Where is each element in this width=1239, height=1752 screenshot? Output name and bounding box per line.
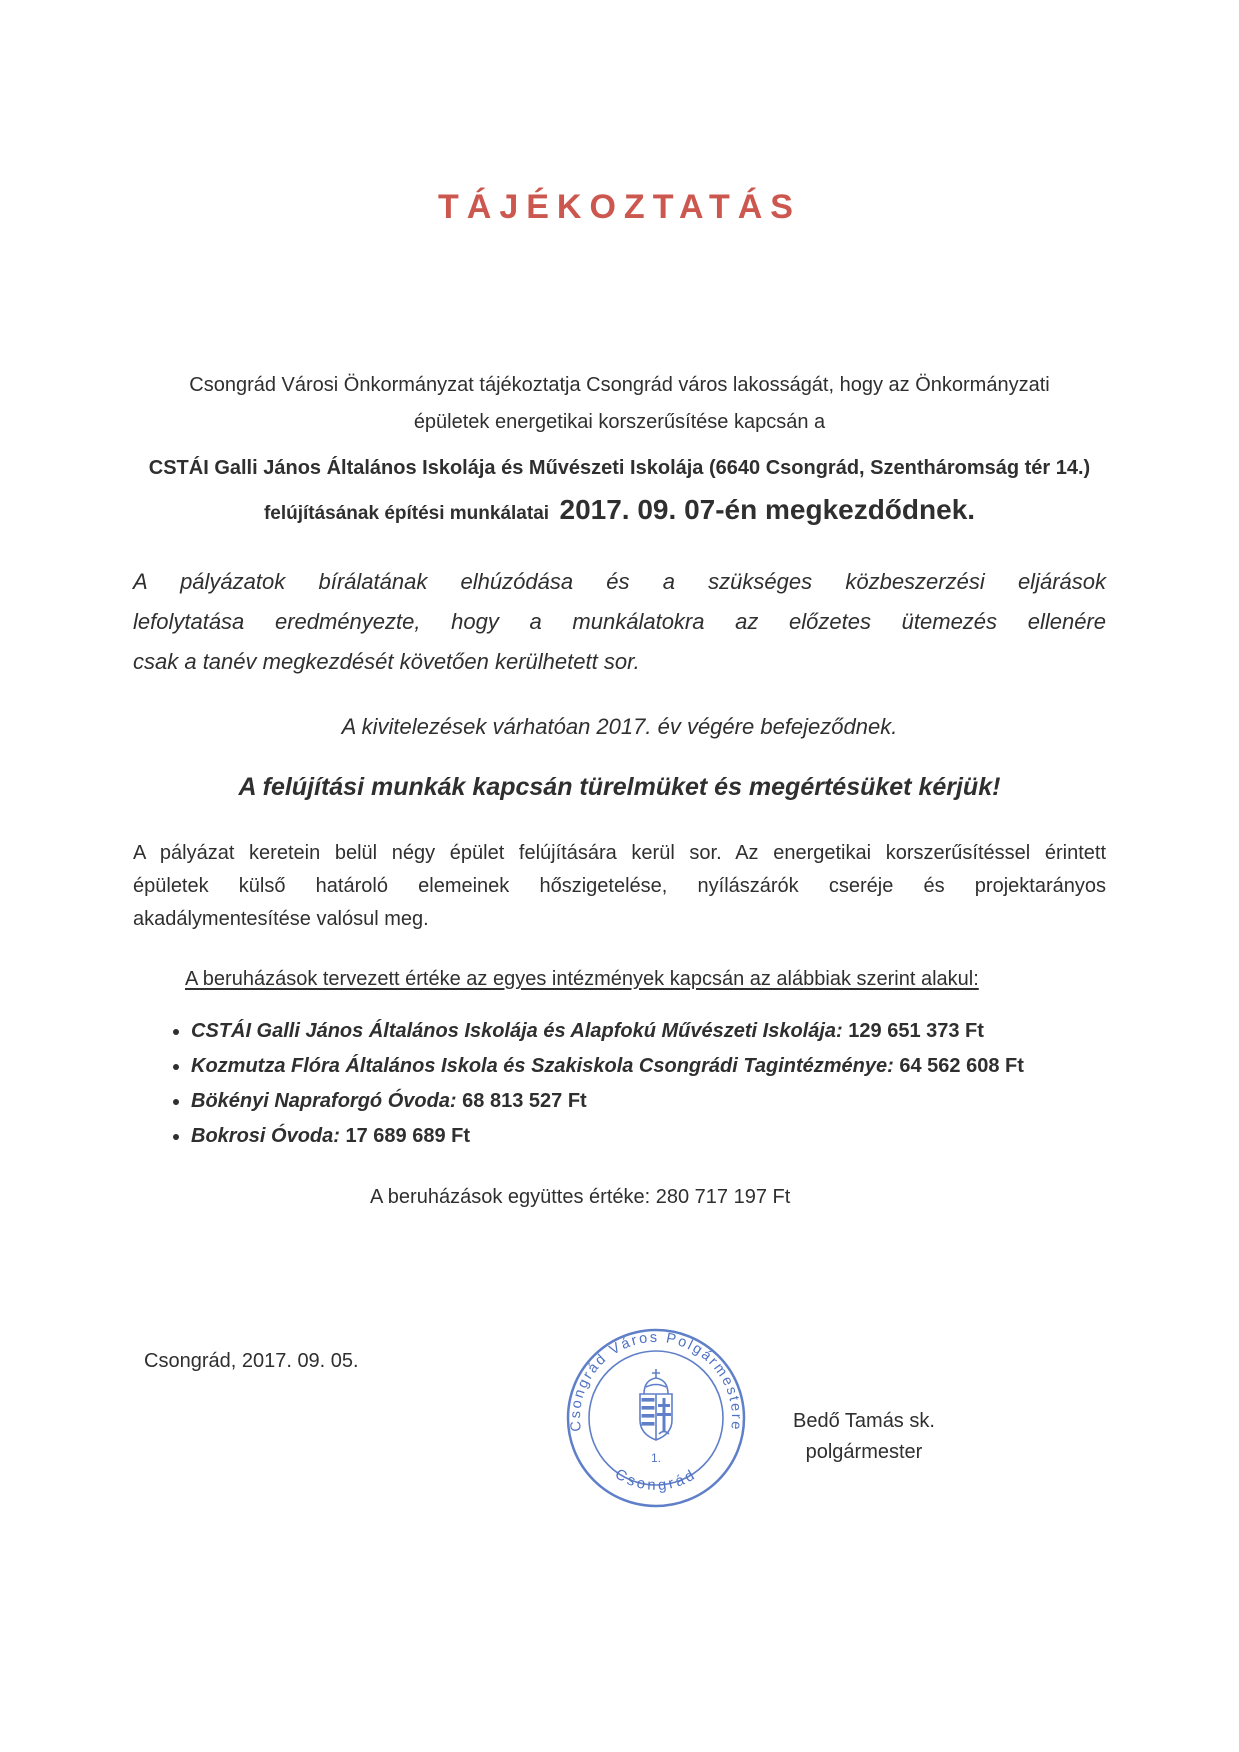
stamp-ring-text-top: Csongrád Város Polgármestere [567, 1329, 745, 1433]
stamp-seal-graphic [560, 1322, 752, 1514]
investment-value: 129 651 373 Ft [848, 1020, 984, 1042]
stamp-ring-text-bottom: Csongrád [612, 1465, 700, 1495]
investment-item [191, 1084, 1106, 1119]
delay-paragraph [133, 562, 1106, 682]
construction-start-line [133, 491, 1106, 534]
intro-paragraph [133, 367, 1106, 441]
investment-total-value: 280 717 197 Ft [655, 1186, 791, 1208]
scope-line-1: A pályázat keretein belül négy épület felújítására kerül sor. Az energetikai korszerűsítéssel érintett [133, 842, 1106, 864]
document-title: TÁJÉKOZTATÁS [438, 188, 801, 226]
patience-request-line: A felújítási munkák kapcsán türelmüket és megértésüket kérjük! [238, 773, 1001, 801]
start-prefix-text: felújításának építési munkálatai [263, 503, 550, 524]
intro-line-1: Csongrád Városi Önkormányzat tájékoztatja Csongrád város lakosságát, hogy az Önkormányzati [189, 374, 1050, 396]
investment-value: 68 813 527 Ft [462, 1090, 587, 1112]
official-stamp [560, 1322, 752, 1514]
investment-name: Bökényi Napraforgó Óvoda: [191, 1090, 457, 1112]
delay-line-1: A pályázatok bírálatának elhúzódása és a szükséges közbeszerzési eljárások [133, 569, 1106, 594]
scope-paragraph [133, 837, 1106, 936]
signature-title: polgármester [805, 1441, 923, 1463]
investment-total-line [133, 1182, 1106, 1212]
investment-item [191, 1049, 1106, 1084]
start-date-emphasis: 2017. 09. 07-én megkezdődnek. [559, 494, 976, 525]
stamp-number: 1. [650, 1451, 662, 1465]
investment-list-heading: A beruházások tervezett értéke az egyes intézmények kapcsán az alábbiak szerint alakul: [185, 968, 979, 990]
intro-line-2: épületek energetikai korszerűsítése kapcsán a [413, 411, 826, 433]
signature-block [793, 1406, 935, 1468]
investment-value: 64 562 608 Ft [899, 1055, 1024, 1077]
investment-name: CSTÁI Galli János Általános Iskolája és Alapfokú Művészeti Iskolája: [191, 1020, 843, 1042]
signature-name: Bedő Tamás sk. [793, 1410, 935, 1432]
investment-name: Bokrosi Óvoda: [191, 1125, 340, 1147]
scope-line-3: akadálymentesítése valósul meg. [133, 908, 429, 930]
investment-total-label: A beruházások együttes értéke: [370, 1186, 651, 1208]
investment-value: 17 689 689 Ft [345, 1125, 471, 1147]
investment-list [133, 1014, 1106, 1154]
investment-item [191, 1119, 1106, 1154]
delay-line-2: lefolytatása eredményezte, hogy a munkálatokra az előzetes ütemezés ellenére [133, 609, 1106, 634]
investment-name: Kozmutza Flóra Általános Iskola és Szakiskola Csongrádi Tagintézménye: [191, 1055, 894, 1077]
completion-line: A kivitelezések várhatóan 2017. év végére befejeződnek. [341, 714, 898, 739]
institution-line: CSTÁI Galli János Általános Iskolája és Művészeti Iskolája (6640 Csongrád, Szentháromság tér 14.) [148, 457, 1091, 479]
date-line: Csongrád, 2017. 09. 05. [144, 1350, 359, 1372]
coat-of-arms-icon [640, 1369, 672, 1440]
delay-line-3: csak a tanév megkezdését követően kerülhetett sor. [133, 649, 640, 674]
investment-item [191, 1014, 1106, 1049]
scope-line-2: épületek külső határoló elemeinek hőszigetelése, nyílászárók cseréje és projektarányos [133, 875, 1106, 897]
